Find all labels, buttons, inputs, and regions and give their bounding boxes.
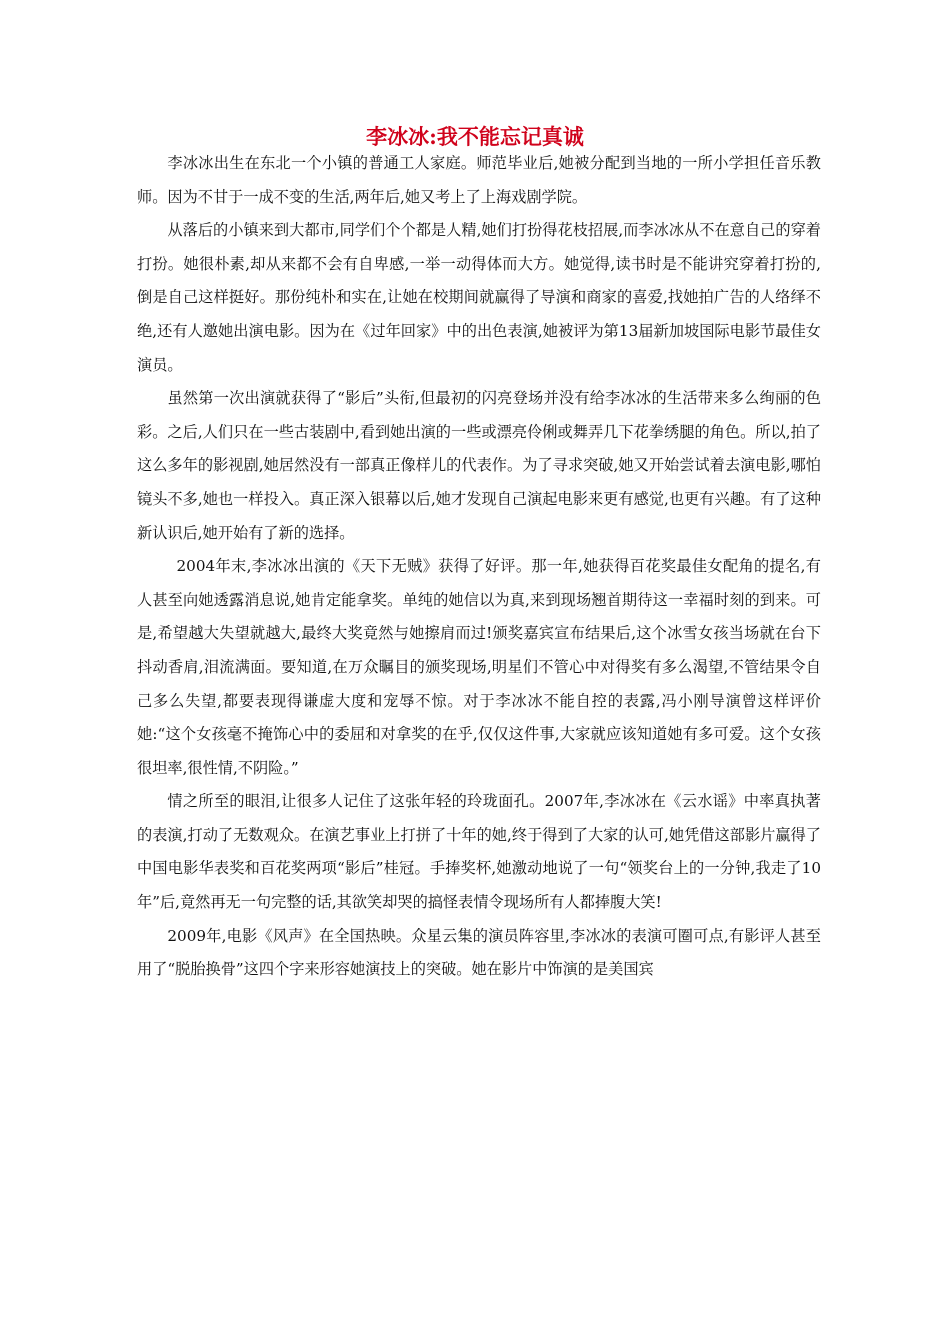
paragraph-6: 2009年,电影《风声》在全国热映。众星云集的演员阵容里,李冰冰的表演可圈可点,有影评人甚至用了“脱胎换骨”这四个字来形容她演技上的突破。她在影片中饰演的是美国宾 — [137, 926, 821, 979]
paragraph-5: 情之所至的眼泪,让很多人记住了这张年轻的玲珑面孔。2007年,李冰冰在《云水谣》中率真执著的表演,打动了无数观众。在演艺事业上打拼了十年的她,终于得到了大家的认可,她凭借这部影片赢得了中国电影华表奖和百花奖两项“影后”桂冠。手捧奖杯,她激动地说了一句“领奖台上的一分钟,我走了10年”后,竟然再无一句完整的话,其欲笑却哭的搞怪表情令现场所有人都捧腹大笑! — [137, 792, 821, 912]
paragraph-2: 从落后的小镇来到大都市,同学们个个都是人精,她们打扮得花枝招展,而李冰冰从不在意自己的穿着打扮。她很朴素,却从来都不会有自卑感,一举一动得体而大方。她觉得,读书时是不能讲究穿着打扮的,倒是自己这样挺好。那份纯朴和实在,让她在校期间就赢得了导演和商家的喜爱,找她拍广告的人络绎不绝,还有人邀她出演电影。因为在《过年回家》中的出色表演,她被评为第13届新加坡国际电影节最佳女演员。 — [137, 221, 821, 374]
paragraph-1: 李冰冰出生在东北一个小镇的普通工人家庭。师范毕业后,她被分配到当地的一所小学担任音乐教师。因为不甘于一成不变的生活,两年后,她又考上了上海戏剧学院。 — [137, 154, 821, 206]
article-title: 李冰冰:我不能忘记真诚 — [366, 124, 584, 149]
paragraph-4: 2004年末,李冰冰出演的《天下无贼》获得了好评。那一年,她获得百花奖最佳女配角的提名,有人甚至向她透露消息说,她肯定能拿奖。单纯的她信以为真,来到现场翘首期待这一幸福时刻的到来。可是,希望越大失望就越大,最终大奖竟然与她擦肩而过!颁奖嘉宾宣布结果后,这个冰雪女孩当场就在台下抖动香肩,泪流满面。要知道,在万众瞩目的颁奖现场,明星们不管心中对得奖有多么渴望,不管结果令自己多么失望,都要表现得谦虚大度和宠辱不惊。对于李冰冰不能自控的表露,冯小刚导演曾这样评价她:“这个女孩毫不掩饰心中的委屈和对拿奖的在乎,仅仅这件事,大家就应该知道她有多可爱。这个女孩很坦率,很性情,不阴险。” — [137, 557, 821, 777]
paragraph-3: 虽然第一次出演就获得了“影后”头衔,但最初的闪亮登场并没有给李冰冰的生活带来多么绚丽的色彩。之后,人们只在一些古装剧中,看到她出演的一些或漂亮伶俐或舞弄几下花拳绣腿的角色。所以,拍了这么多年的影视剧,她居然没有一部真正像样儿的代表作。为了寻求突破,她又开始尝试着去演电影,哪怕镜头不多,她也一样投入。真正深入银幕以后,她才发现自己演起电影来更有感觉,也更有兴趣。有了这种新认识后,她开始有了新的选择。 — [137, 389, 821, 542]
article-body — [137, 147, 821, 987]
